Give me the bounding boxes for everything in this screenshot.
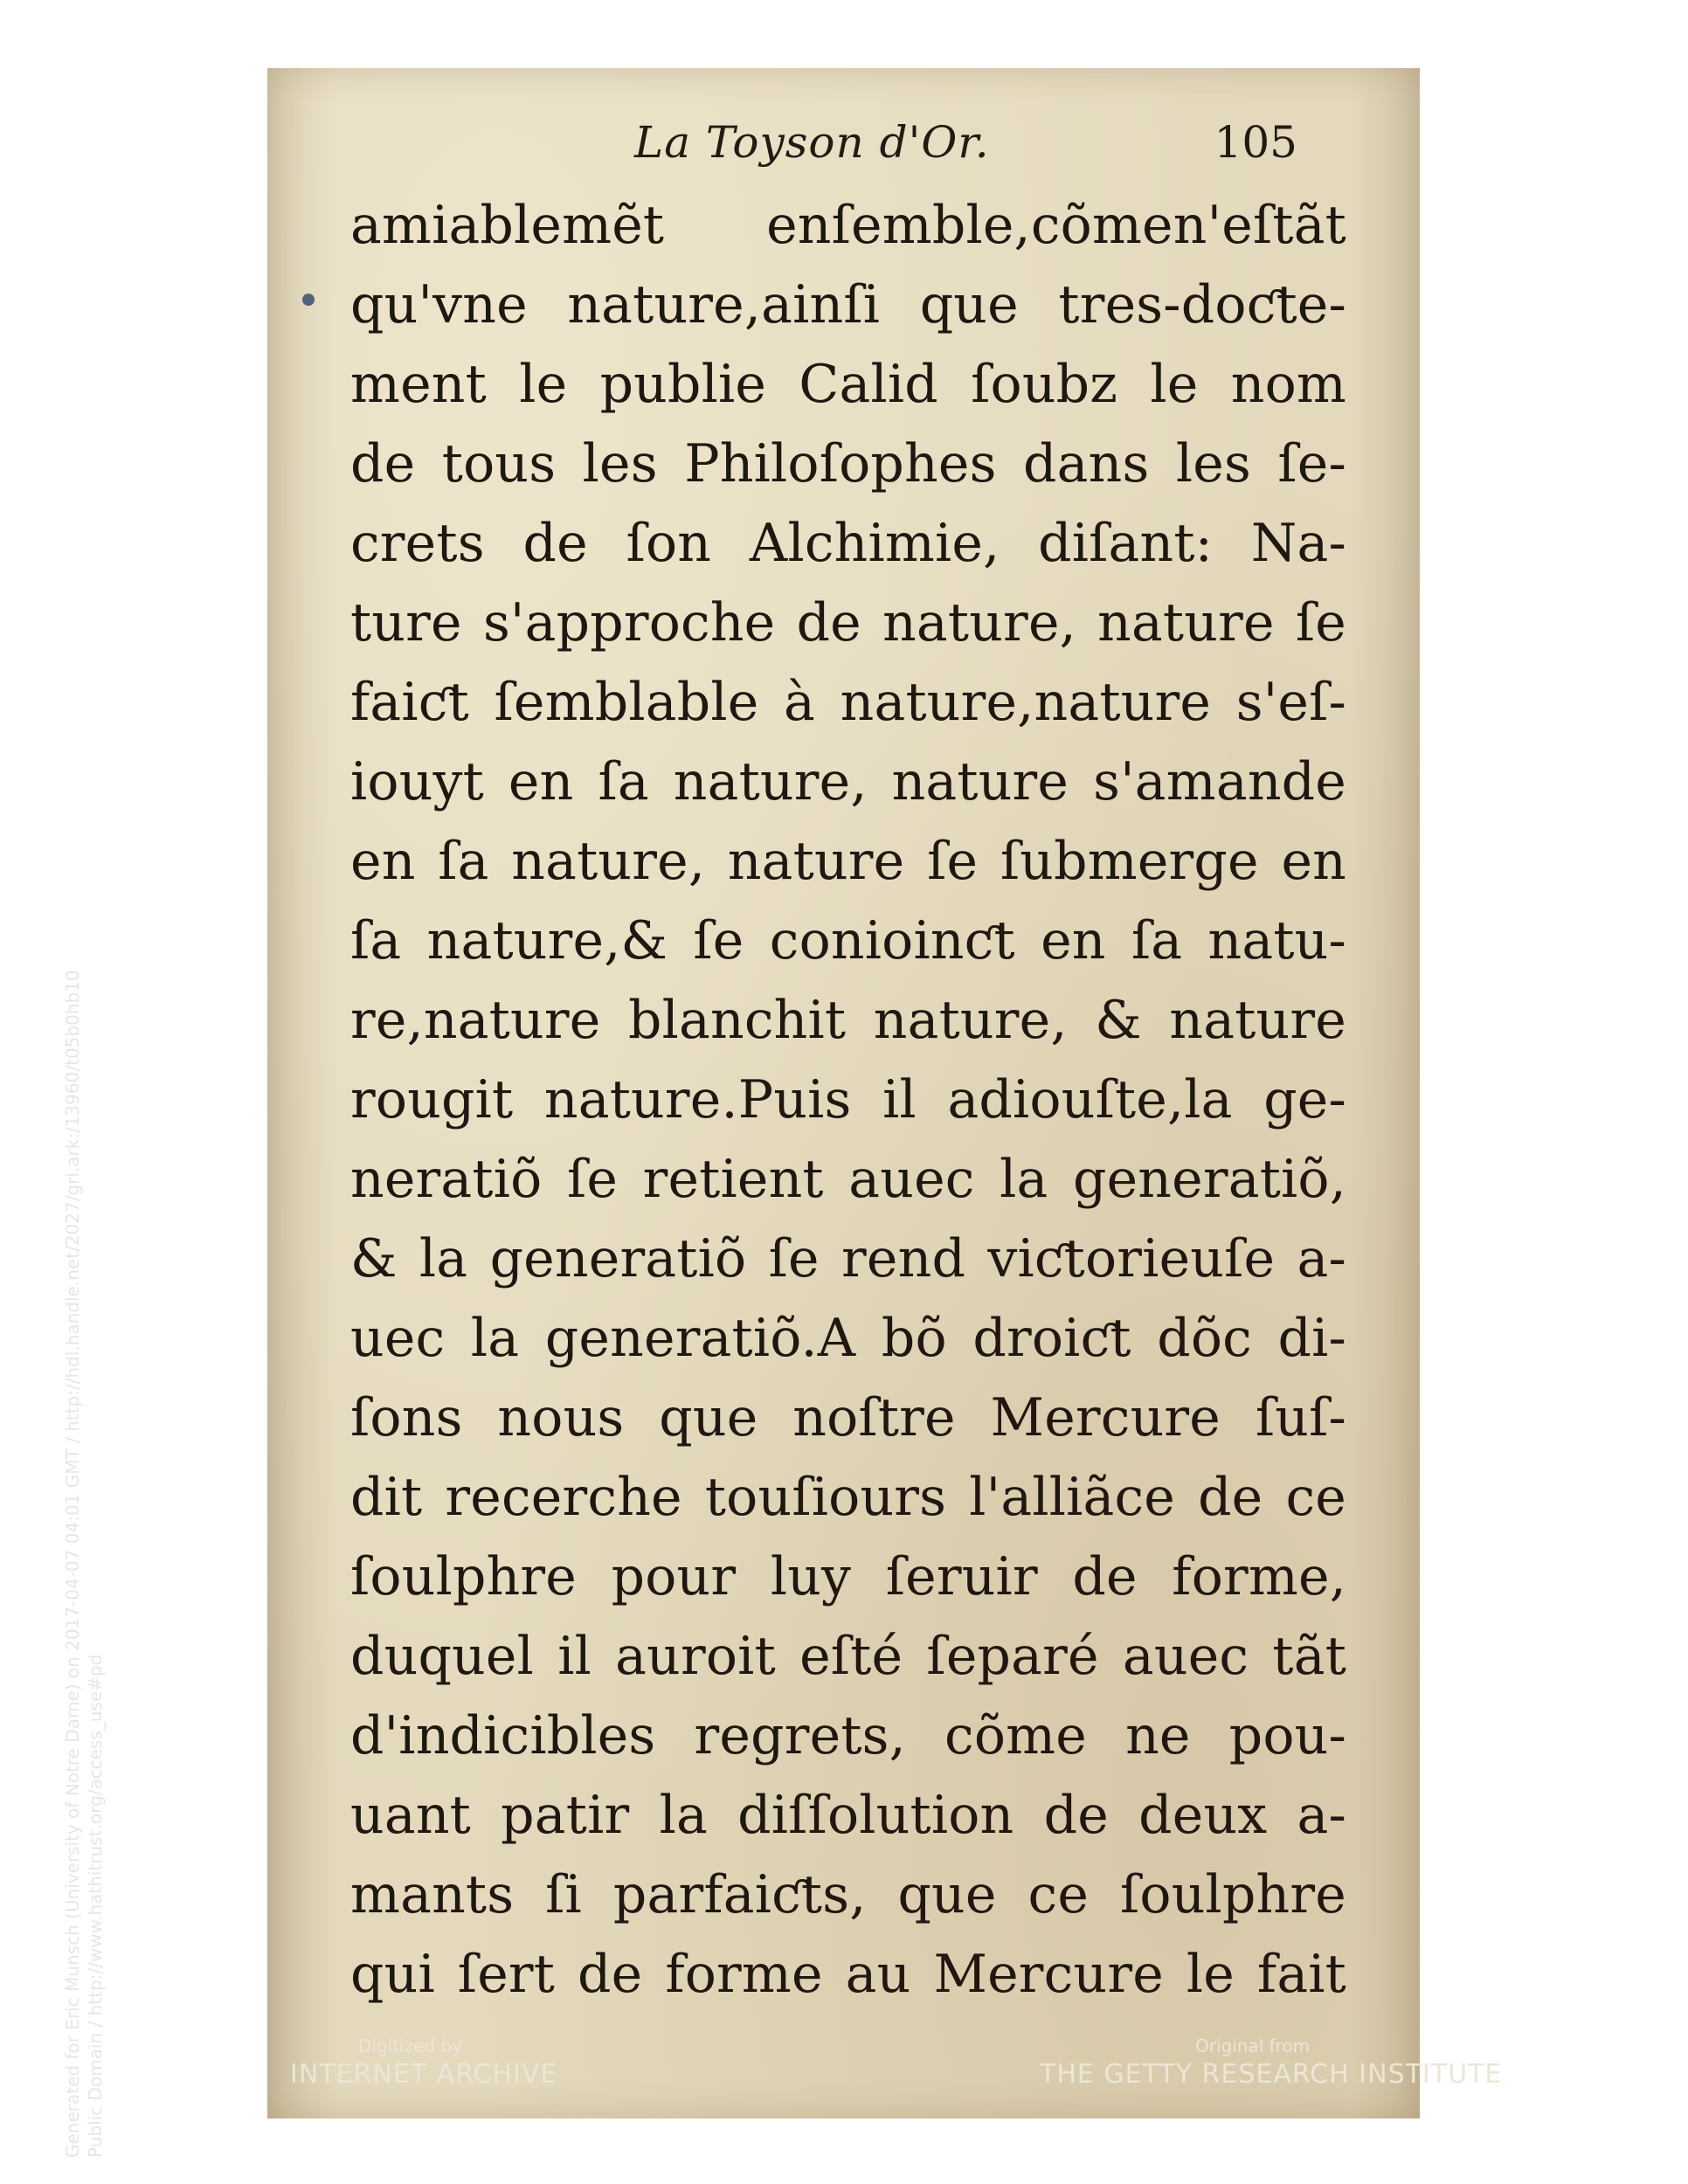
page-number: 105 (1214, 117, 1297, 168)
text-line: ſa nature,& ſe conioinƈt en ſa natu- (350, 910, 1346, 971)
text-line: & la generatiõ ſe rend viƈtorieuſe a- (350, 1228, 1346, 1289)
text-line: re,nature blanchit nature, & nature (350, 990, 1346, 1051)
text-line: ſoulphre pour luy ſeruir de forme, (350, 1546, 1346, 1607)
text-line: rougit nature.Puis il adiouſte,la ge- (350, 1069, 1346, 1130)
text-line: iouyt en ſa nature, nature s'amande (350, 751, 1346, 812)
digitized-by-label: Digitized by (358, 2035, 462, 2056)
text-line: neratiõ ſe retient auec la generatiõ, (350, 1149, 1346, 1210)
text-line: crets de ſon Alchimie, diſant: Na- (350, 513, 1346, 574)
text-line: dit recerche touſiours l'alliãce de ce (350, 1467, 1346, 1528)
hathitrust-side-watermark (61, 970, 107, 2158)
scanned-page (267, 68, 1420, 2118)
text-line: de tous les Philoſophes dans les ſe- (350, 433, 1346, 494)
text-line: amiablemẽt enſemble,cõmen'eſtãt (350, 195, 1346, 256)
body-text (350, 186, 1346, 2015)
text-line: ture s'approche de nature, nature ſe (350, 592, 1346, 653)
text-line: duquel il auroit eſté ſeparé auec tãt (350, 1626, 1346, 1687)
text-line: qui ſert de forme au Mercure le fait (350, 1944, 1346, 2005)
text-line: mants ſi parfaiƈts, que ce ſoulphre (350, 1864, 1346, 1925)
text-line: uec la generatiõ.A bõ droiƈt dõc di- (350, 1308, 1346, 1369)
text-line: ſons nous que noſtre Mercure ſuſ- (350, 1387, 1346, 1448)
side-watermark-line-1: Generated for Eric Munsch (University of Notre Dame) on 2017-04-07 04:01 GMT / http://hdl.handle.net/2027/gri.ark:/13960/t05b0hb10 (62, 970, 83, 2158)
getty-watermark: THE GETTY RESEARCH INSTITUTE (1040, 2059, 1503, 2090)
text-line: en ſa nature, nature ſe ſubmerge en (350, 831, 1346, 892)
ink-spot-mark (302, 294, 315, 306)
original-from-label: Original from (1195, 2035, 1311, 2056)
side-watermark-line-2: Public Domain / http://www.hathitrust.org/access_use#pd (85, 1654, 106, 2158)
text-line: uant patir la diſſolution de deux a- (350, 1785, 1346, 1846)
text-line: qu'vne nature,ainſi que tres-doƈte- (350, 274, 1346, 335)
internet-archive-watermark: INTERNET ARCHIVE (290, 2059, 558, 2090)
running-head-title: La Toyson d'Or. (634, 117, 990, 168)
text-line: ment le publie Calid ſoubz le nom (350, 354, 1346, 415)
text-line: d'indicibles regrets, cõme ne pou- (350, 1705, 1346, 1766)
running-head (267, 117, 1420, 187)
text-line: faiƈt ſemblable à nature,nature s'eſ- (350, 672, 1346, 733)
